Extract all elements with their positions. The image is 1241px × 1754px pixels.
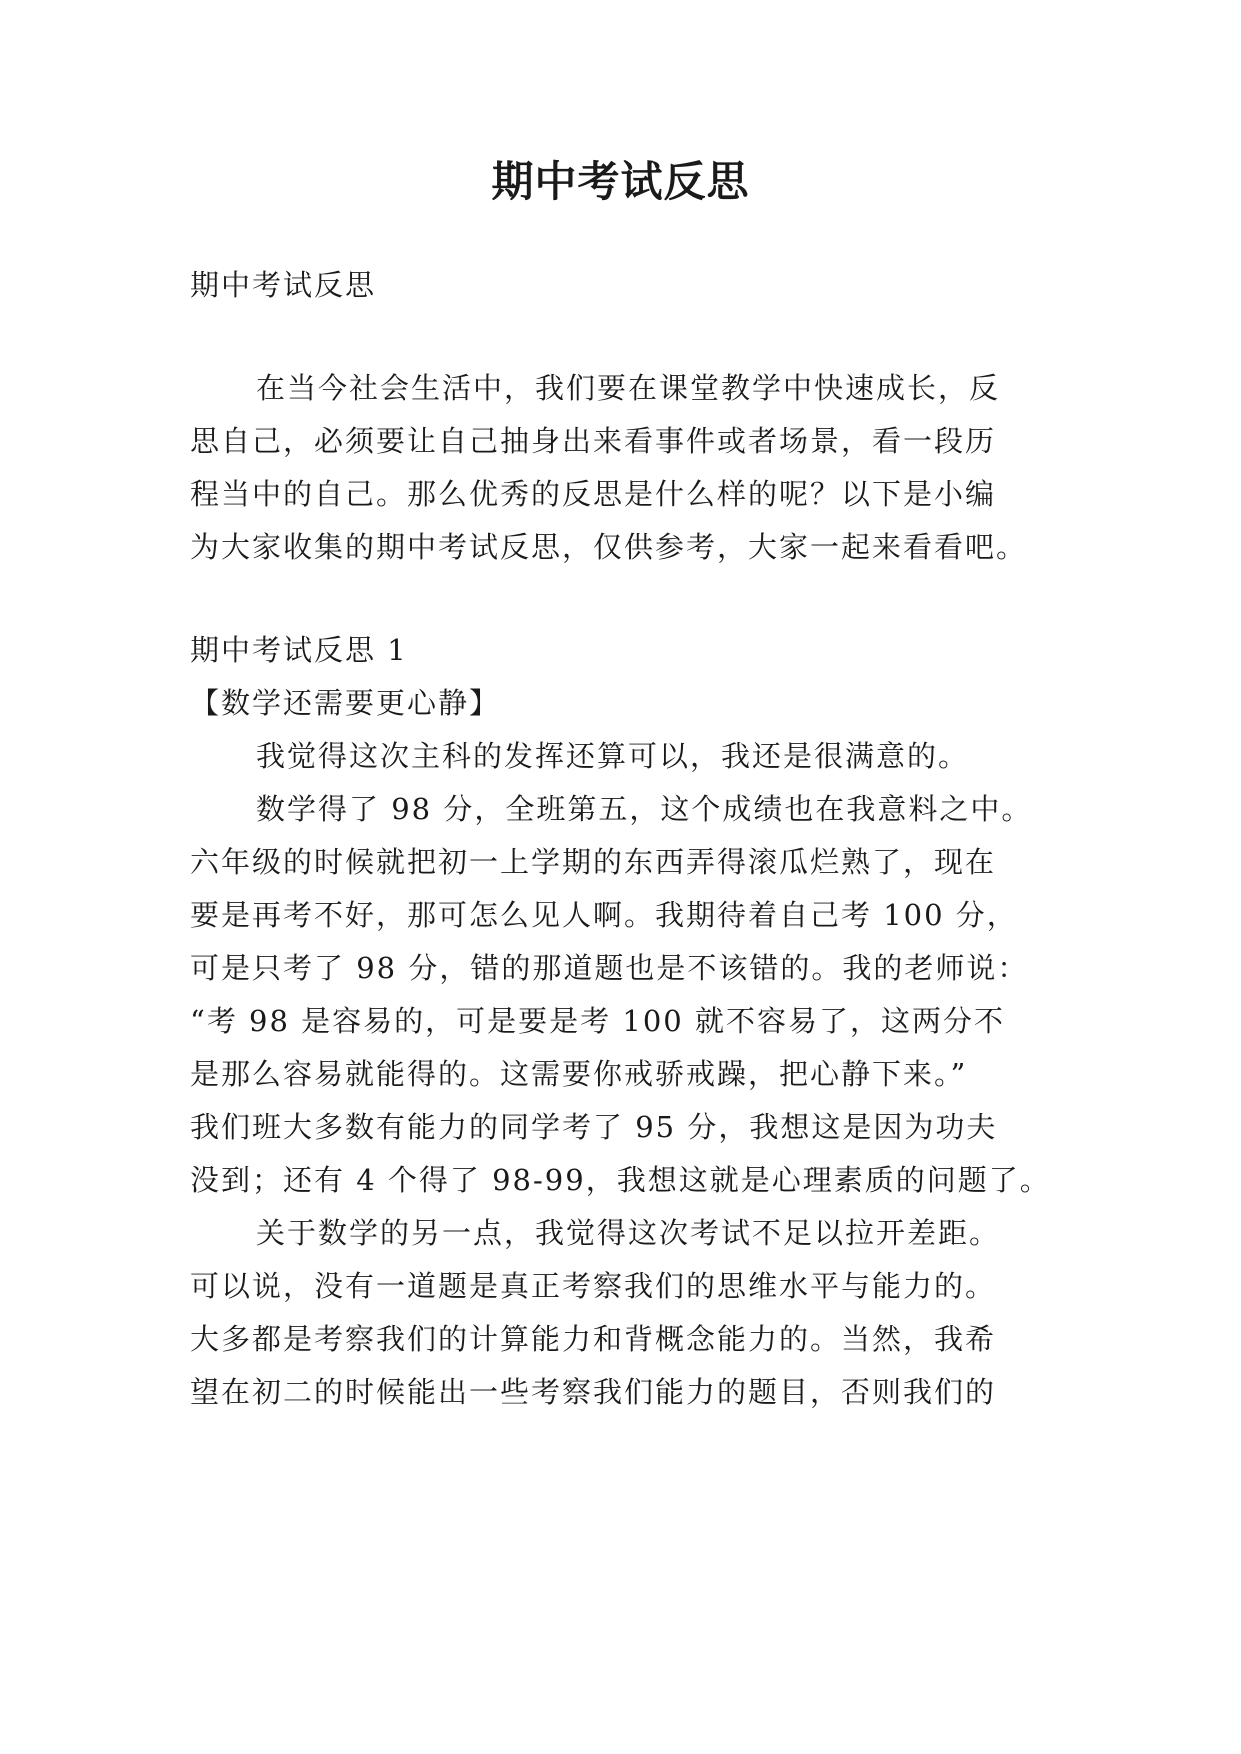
- paragraph-line: 望在初二的时候能出一些考察我们能力的题目，否则我们的: [190, 1375, 997, 1409]
- document-subtitle: 期中考试反思: [190, 268, 377, 302]
- document-title: 期中考试反思: [491, 157, 750, 206]
- paragraph-line: “考 98 是容易的，可是要是考 100 就不容易了，这两分不: [190, 1004, 1005, 1038]
- intro-line: 在当今社会生活中，我们要在课堂教学中快速成长，反: [256, 371, 1001, 405]
- section-subheading: 【数学还需要更心静】: [190, 686, 501, 720]
- paragraph-line: 可以说，没有一道题是真正考察我们的思维水平与能力的。: [190, 1269, 997, 1303]
- paragraph-line: 可是只考了 98 分，错的那道题也是不该错的。我的老师说：: [190, 951, 1029, 985]
- intro-line: 思自己，必须要让自己抽身出来看事件或者场景，看一段历: [190, 424, 997, 458]
- section-heading: 期中考试反思 1: [190, 633, 408, 667]
- paragraph-line: 没到；还有 4 个得了 98-99，我想这就是心理素质的问题了。: [190, 1163, 1051, 1197]
- intro-line: 程当中的自己。那么优秀的反思是什么样的呢？以下是小编: [190, 477, 997, 511]
- paragraph-line: 是那么容易就能得的。这需要你戒骄戒躁，把心静下来。”: [190, 1057, 968, 1091]
- paragraph-line: 要是再考不好，那可怎么见人啊。我期待着自己考 100 分，: [190, 898, 1018, 932]
- intro-line: 为大家收集的期中考试反思，仅供参考，大家一起来看看吧。: [190, 530, 1028, 564]
- paragraph-line: 六年级的时候就把初一上学期的东西弄得滚瓜烂熟了，现在: [190, 845, 997, 879]
- paragraph-line: 我觉得这次主科的发挥还算可以，我还是很满意的。: [256, 739, 970, 773]
- paragraph-line: 关于数学的另一点，我觉得这次考试不足以拉开差距。: [256, 1216, 1001, 1250]
- paragraph-line: 数学得了 98 分，全班第五，这个成绩也在我意料之中。: [256, 792, 1033, 826]
- paragraph-line: 我们班大多数有能力的同学考了 95 分，我想这是因为功夫: [190, 1110, 998, 1144]
- paragraph-line: 大多都是考察我们的计算能力和背概念能力的。当然，我希: [190, 1322, 997, 1356]
